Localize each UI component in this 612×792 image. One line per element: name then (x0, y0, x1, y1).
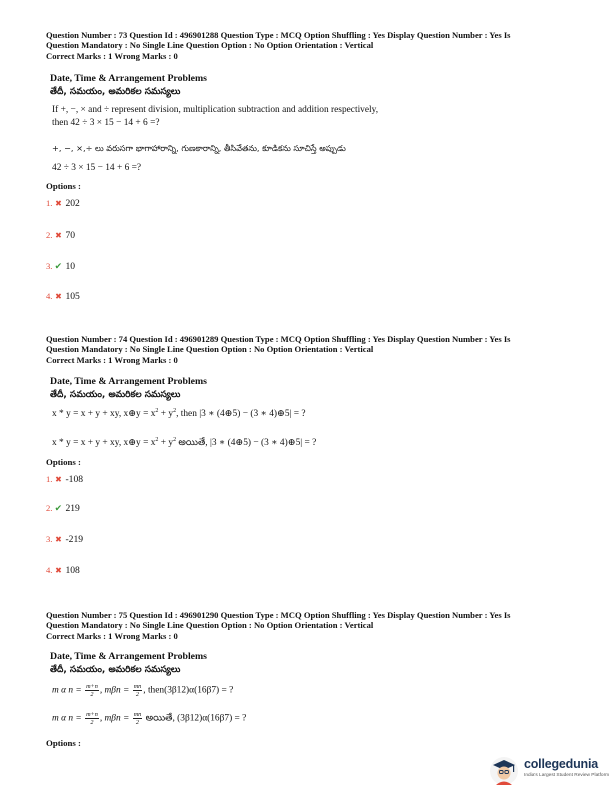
option-2[interactable] (46, 230, 75, 241)
question-text-en (52, 408, 306, 419)
formula-part: x * y = x + y + xy, x⊕y = x (52, 438, 156, 449)
fraction (85, 683, 99, 698)
option-number: 1. (46, 474, 53, 484)
fraction-numerator: mn (133, 711, 142, 718)
collegedunia-logo[interactable] (488, 752, 612, 788)
question-text-te (52, 711, 246, 726)
question-text-te-1: +, −, ×,÷ లు వరుసగా భాగాహారాన్ని, గుణకారాన్ని, తీసివేతను, కూడికను సూచిస్తే అప్పుడు (52, 143, 346, 153)
meta-line-1: Question Number : 73 Question Id : 496901288 Question Type : MCQ Option Shuffling : Yes Display Question Number : Yes Is (46, 30, 511, 40)
meta-line-1: Question Number : 74 Question Id : 496901289 Question Type : MCQ Option Shuffling : Yes Display Question Number : Yes Is (46, 334, 511, 344)
section-title: Date, Time & Arrangement Problems (50, 73, 207, 84)
fraction (133, 711, 143, 726)
logo-tagline: India's Largest Student Review Platform (524, 773, 610, 778)
question-text-en (52, 683, 233, 698)
option-1[interactable] (46, 198, 80, 209)
option-1[interactable] (46, 474, 83, 485)
option-number: 3. (46, 534, 53, 544)
cross-icon: ✖ (55, 475, 62, 484)
marks-line: Correct Marks : 1 Wrong Marks : 0 (46, 354, 178, 365)
option-4[interactable] (46, 565, 80, 576)
option-number: 2. (46, 503, 53, 513)
cross-icon: ✖ (55, 292, 62, 301)
question-75-meta (46, 610, 566, 641)
question-text-te-2: 42 ÷ 3 × 15 − 14 + 6 =? (52, 163, 142, 173)
formula-part: , then |3 ∗ (4⊕5) − (3 ∗ 4)⊕5| = ? (176, 409, 306, 420)
section-title-telugu: తేదీ, సమయం, అమరికల సమస్యలు (50, 87, 181, 97)
formula-part: m α n = (52, 713, 85, 724)
formula-part: , then(3β12)α(16β7) = ? (143, 685, 234, 696)
meta-line-2: Question Mandatory : No Single Line Question Option : No Option Orientation : Vertical (46, 40, 374, 51)
option-number: 2. (46, 230, 53, 240)
option-value: 202 (65, 198, 80, 209)
options-label: Options : (46, 738, 81, 748)
marks-line: Correct Marks : 1 Wrong Marks : 0 (46, 630, 178, 641)
option-value: 70 (65, 230, 76, 241)
option-number: 4. (46, 291, 53, 301)
fraction-numerator: mn (133, 683, 142, 690)
logo-wordmark: collegedunia (524, 757, 599, 771)
question-text-en-2: then 42 ÷ 3 × 15 − 14 + 6 =? (52, 118, 160, 128)
section-title: Date, Time & Arrangement Problems (50, 651, 207, 662)
superscript: 2 (155, 437, 159, 443)
fraction (85, 711, 99, 726)
meta-line-2: Question Mandatory : No Single Line Question Option : No Option Orientation : Vertical (46, 344, 374, 355)
option-value: 219 (65, 503, 80, 514)
option-value: -219 (65, 534, 84, 545)
formula-part: అయితే, |3 ∗ (4⊕5) − (3 ∗ 4)⊕5| = ? (176, 438, 317, 449)
meta-line-2: Question Mandatory : No Single Line Question Option : No Option Orientation : Vertical (46, 620, 374, 631)
formula-part: m α n = (52, 685, 85, 696)
option-3[interactable] (46, 261, 75, 272)
question-text-te (52, 437, 316, 450)
option-value: 10 (65, 261, 76, 272)
options-label: Options : (46, 457, 81, 467)
check-icon: ✔ (54, 503, 63, 513)
question-73-meta (46, 30, 566, 61)
cross-icon: ✖ (55, 535, 62, 544)
marks-line: Correct Marks : 1 Wrong Marks : 0 (46, 50, 178, 61)
question-text-en-1: If +, −, × and ÷ represent division, multiplication subtraction and addition respectively, (52, 105, 379, 115)
fraction (133, 683, 143, 698)
formula-part: + y (158, 409, 174, 420)
formula-part: అయితే, (3β12)α(16β7) = ? (143, 713, 247, 724)
question-74-meta (46, 334, 566, 365)
meta-line-1: Question Number : 75 Question Id : 496901290 Question Type : MCQ Option Shuffling : Yes Display Question Number : Yes Is (46, 610, 511, 620)
formula-part: + y (158, 438, 174, 449)
superscript: 2 (173, 437, 177, 443)
section-title-telugu: తేదీ, సమయం, అమరికల సమస్యలు (50, 390, 181, 400)
formula-part: , mβn = (99, 685, 132, 696)
option-number: 1. (46, 198, 53, 208)
fraction-numerator: m+n (86, 683, 98, 690)
check-icon: ✔ (54, 261, 63, 271)
fraction-denominator: 2 (135, 719, 140, 726)
graduate-logo-icon (488, 754, 520, 786)
formula-part: , mβn = (99, 713, 132, 724)
fraction-numerator: m+n (86, 711, 98, 718)
option-4[interactable] (46, 291, 80, 302)
formula-part: x * y = x + y + xy, x⊕y = x (52, 409, 156, 420)
fraction-denominator: 2 (135, 691, 140, 698)
options-label: Options : (46, 181, 81, 191)
section-title-telugu: తేదీ, సమయం, అమరికల సమస్యలు (50, 665, 181, 675)
option-number: 4. (46, 565, 53, 575)
option-3[interactable] (46, 534, 83, 545)
fraction-denominator: 2 (90, 719, 94, 726)
superscript: 2 (173, 408, 177, 414)
option-value: 105 (65, 291, 80, 302)
superscript: 2 (155, 408, 159, 414)
cross-icon: ✖ (55, 566, 62, 575)
option-number: 3. (46, 261, 53, 271)
cross-icon: ✖ (55, 231, 62, 240)
option-value: 108 (65, 565, 80, 576)
section-title: Date, Time & Arrangement Problems (50, 376, 207, 387)
option-value: -108 (65, 474, 84, 485)
fraction-denominator: 2 (90, 691, 94, 698)
option-2[interactable] (46, 503, 80, 514)
cross-icon: ✖ (55, 199, 62, 208)
